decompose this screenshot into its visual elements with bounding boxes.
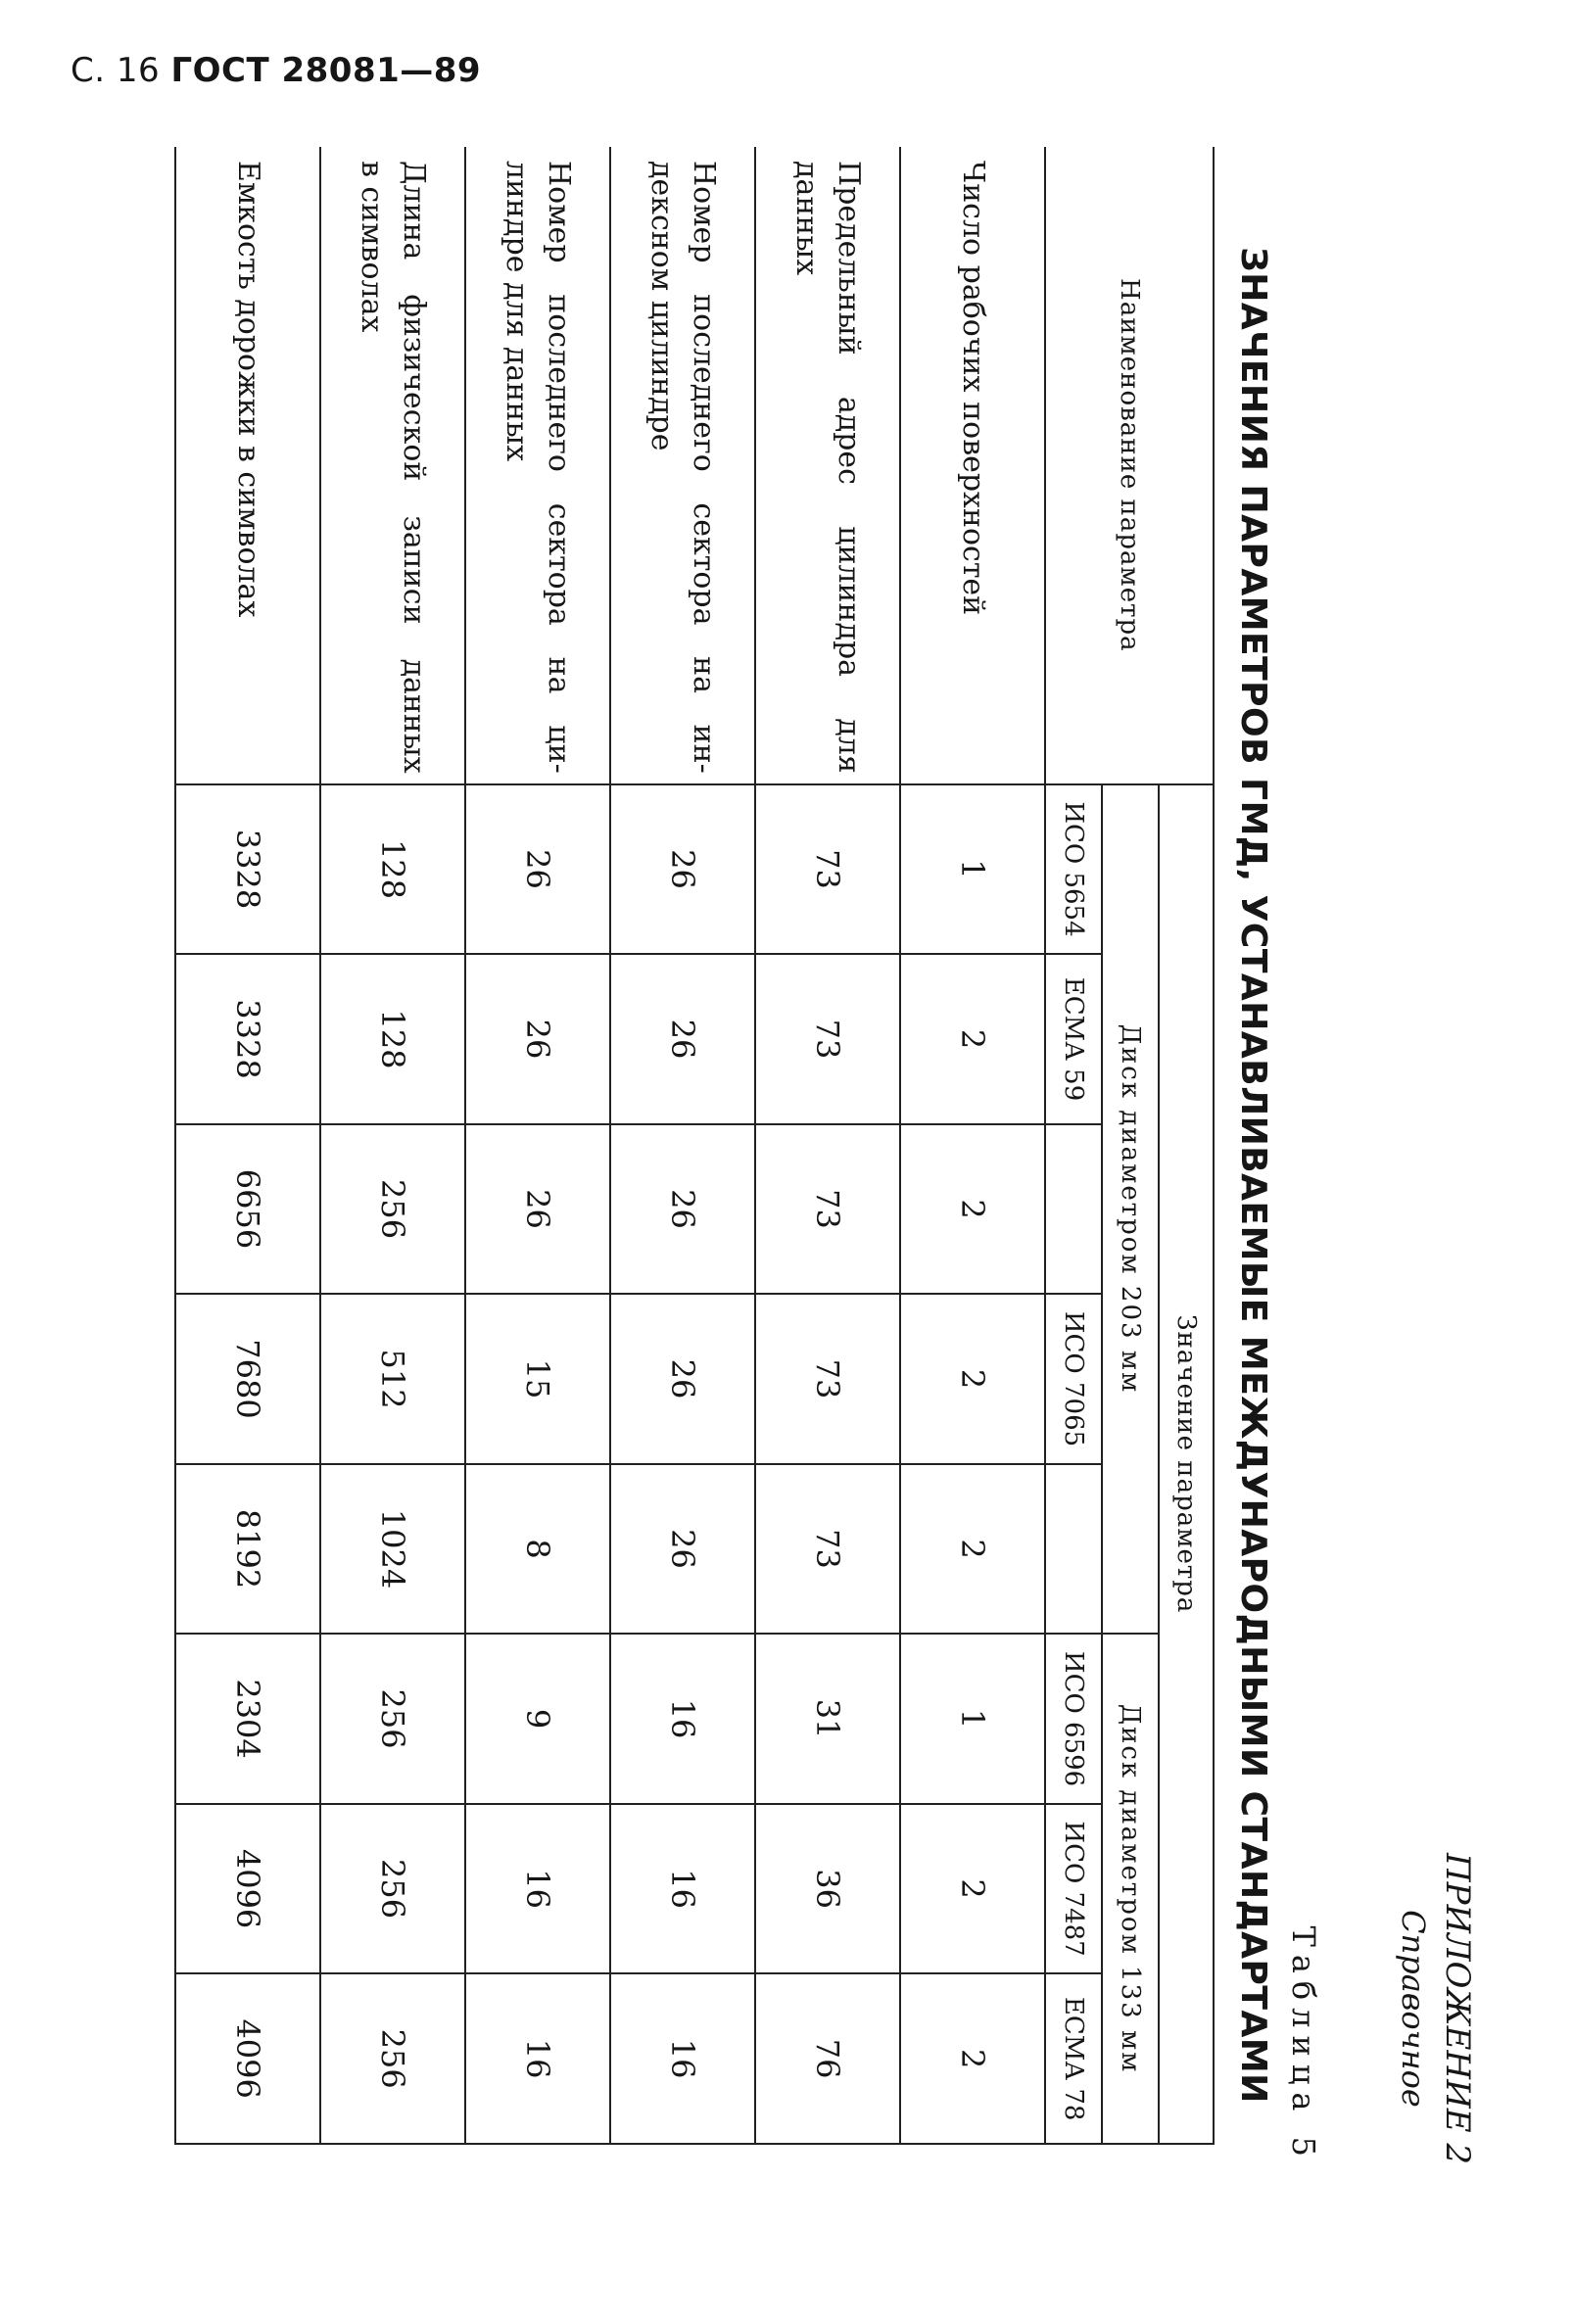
page-header bbox=[71, 51, 481, 90]
table-cell: 2 bbox=[900, 1464, 1045, 1635]
table-cell: 2 bbox=[900, 954, 1045, 1124]
table-row bbox=[610, 147, 755, 2144]
standard-header: ИСО 7065 bbox=[1045, 1294, 1102, 1464]
parameter-name bbox=[175, 147, 320, 784]
table-cell: 128 bbox=[320, 954, 465, 1124]
table-cell: 2304 bbox=[175, 1634, 320, 1804]
parameter-name-line: Номер последнего сектора на ин- bbox=[687, 161, 722, 774]
table-cell: 73 bbox=[755, 1124, 900, 1295]
table-cell: 26 bbox=[610, 1464, 755, 1635]
table-cell: 16 bbox=[465, 1804, 610, 1974]
column-header-name: Наименование параметра bbox=[1045, 147, 1214, 784]
table-cell: 73 bbox=[755, 784, 900, 955]
table-cell: 7680 bbox=[175, 1294, 320, 1464]
table-cell: 9 bbox=[465, 1634, 610, 1804]
table-cell: 16 bbox=[465, 1973, 610, 2144]
group-header-133mm: Диск диаметром 133 мм bbox=[1102, 1634, 1159, 2144]
table-cell: 512 bbox=[320, 1294, 465, 1464]
table-cell: 1 bbox=[900, 784, 1045, 955]
table-number: Таблица 5 bbox=[1285, 1925, 1322, 2164]
table-cell: 26 bbox=[610, 1124, 755, 1295]
page-number: С. 16 bbox=[71, 51, 161, 90]
parameter-name-line: данных bbox=[789, 161, 824, 276]
table-cell: 31 bbox=[755, 1634, 900, 1804]
table-cell: 2 bbox=[900, 1124, 1045, 1295]
table-cell: 26 bbox=[610, 1294, 755, 1464]
table-cell: 26 bbox=[465, 954, 610, 1124]
table-cell: 2 bbox=[900, 1973, 1045, 2144]
standard-header: ИСО 5654 bbox=[1045, 784, 1102, 955]
table-cell: 73 bbox=[755, 1464, 900, 1635]
column-header-value: Значение параметра bbox=[1159, 784, 1214, 2144]
group-header-203mm: Диск диаметром 203 мм bbox=[1102, 784, 1159, 1635]
parameter-name bbox=[320, 147, 465, 784]
parameter-name bbox=[900, 147, 1045, 784]
parameter-name-line: Длина физической записи данных bbox=[397, 161, 432, 774]
document-reference: ГОСТ 28081—89 bbox=[170, 51, 482, 90]
table-row bbox=[465, 147, 610, 2144]
parameter-name bbox=[465, 147, 610, 784]
table-row bbox=[320, 147, 465, 2144]
parameter-name-line: Номер последнего сектора на ци- bbox=[542, 161, 577, 774]
standard-header: ЕСМА 78 bbox=[1045, 1973, 1102, 2144]
table-cell: 1 bbox=[900, 1634, 1045, 1804]
table-cell: 2 bbox=[900, 1804, 1045, 1974]
table-cell: 16 bbox=[610, 1634, 755, 1804]
parameter-name-line: Емкость дорожки в символах bbox=[230, 161, 265, 618]
standard-header bbox=[1045, 1124, 1102, 1295]
table-cell: 3328 bbox=[175, 954, 320, 1124]
standard-header: ИСО 7487 bbox=[1045, 1804, 1102, 1974]
parameter-name-line: в символах bbox=[355, 161, 389, 333]
table-cell: 76 bbox=[755, 1973, 900, 2144]
table-cell: 8 bbox=[465, 1464, 610, 1635]
table-cell: 6656 bbox=[175, 1124, 320, 1295]
rotated-table-block bbox=[147, 147, 1479, 2204]
table-cell: 73 bbox=[755, 1294, 900, 1464]
table-cell: 4096 bbox=[175, 1804, 320, 1974]
parameter-name-line: дексном цилиндре bbox=[644, 161, 679, 451]
table-title: ЗНАЧЕНИЯ ПАРАМЕТРОВ ГМД, УСТАНАВЛИВАЕМЫЕ МЕЖДУНАРОДНЫМИ СТАНДАРТАМИ bbox=[1233, 247, 1273, 2104]
table-cell: 8192 bbox=[175, 1464, 320, 1635]
table-cell: 256 bbox=[320, 1124, 465, 1295]
table-row bbox=[175, 147, 320, 2144]
parameter-name bbox=[610, 147, 755, 784]
standard-header bbox=[1045, 1464, 1102, 1635]
parameter-name bbox=[755, 147, 900, 784]
table-cell: 16 bbox=[610, 1804, 755, 1974]
standard-header: ИСО 6596 bbox=[1045, 1634, 1102, 1804]
table-cell: 73 bbox=[755, 954, 900, 1124]
table-cell: 2 bbox=[900, 1294, 1045, 1464]
table-row bbox=[900, 147, 1045, 2144]
table-cell: 26 bbox=[610, 784, 755, 955]
table-cell: 36 bbox=[755, 1804, 900, 1974]
parameters-table bbox=[174, 147, 1215, 2145]
table-cell: 16 bbox=[610, 1973, 755, 2144]
table-cell: 256 bbox=[320, 1804, 465, 1974]
appendix-subtitle: Справочное bbox=[1395, 1910, 1433, 2108]
appendix-title: ПРИЛОЖЕНИЕ 2 bbox=[1438, 1852, 1477, 2164]
table-cell: 256 bbox=[320, 1634, 465, 1804]
table-cell: 15 bbox=[465, 1294, 610, 1464]
table-row bbox=[755, 147, 900, 2144]
table-cell: 26 bbox=[465, 1124, 610, 1295]
table-cell: 128 bbox=[320, 784, 465, 955]
table-cell: 3328 bbox=[175, 784, 320, 955]
table-cell: 4096 bbox=[175, 1973, 320, 2144]
table-cell: 1024 bbox=[320, 1464, 465, 1635]
table-cell: 26 bbox=[465, 784, 610, 955]
parameter-name-line: Число рабочих поверхностей bbox=[955, 161, 990, 616]
table-cell: 26 bbox=[610, 954, 755, 1124]
parameter-name-line: линдре для данных bbox=[500, 161, 534, 462]
table-cell: 256 bbox=[320, 1973, 465, 2144]
appendix-label bbox=[1392, 1853, 1479, 2164]
standard-header: ЕСМА 59 bbox=[1045, 954, 1102, 1124]
parameter-name-line: Предельный адрес цилиндра для bbox=[832, 161, 867, 774]
